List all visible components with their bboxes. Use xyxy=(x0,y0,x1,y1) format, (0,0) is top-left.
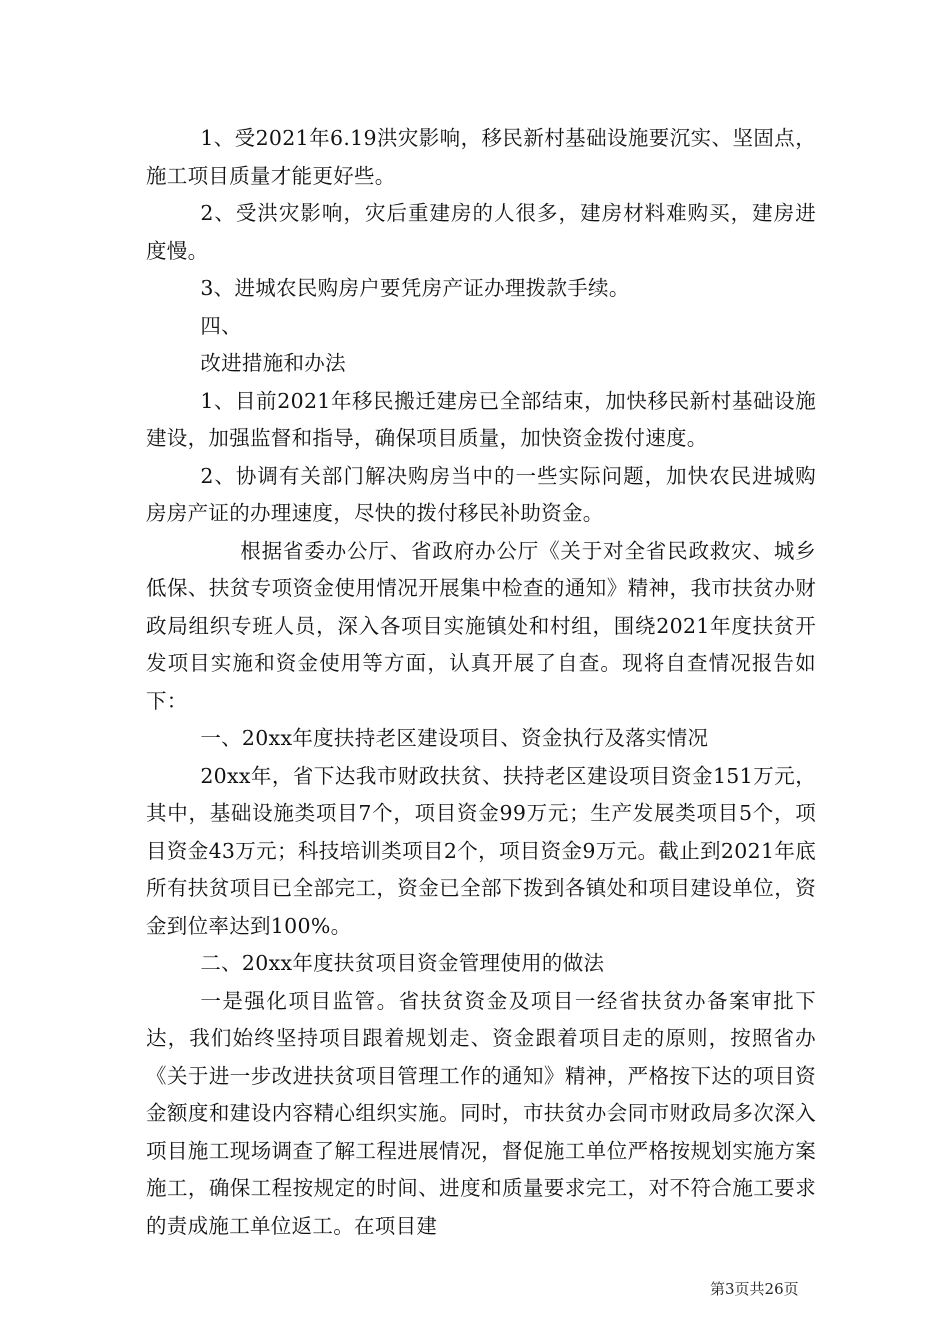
paragraph-measure-2: 2、协调有关部门解决购房当中的一些实际问题，加快农民进城购房房产证的办理速度，尽快的拨付移民补助资金。 xyxy=(146,463,816,525)
section-heading-4: 四、 xyxy=(200,313,242,338)
section-heading-1: 一、20xx年度扶持老区建设项目、资金执行及落实情况 xyxy=(200,726,709,750)
paragraph-funds: 20xx年，省下达我市财政扶贫、扶持老区建设项目资金151万元，其中，基础设施类项目7个，项目资金99万元；生产发展类项目5个，项目资金43万元；科技培训类项目2个，项目资金9万元。截止到2021年底所有扶贫项目已全部完工，资金已全部下拨到各镇处和项目建设单位，资金到位率达到100%。 xyxy=(146,763,816,938)
document-body xyxy=(146,120,816,1245)
page-number: 第3页共26页 xyxy=(710,1280,799,1298)
paragraph-2: 2、受洪灾影响，灾后重建房的人很多，建房材料难购买，建房进度慢。 xyxy=(146,201,816,263)
paragraph-1: 1、受2021年6.19洪灾影响，移民新村基础设施要沉实、坚固点，施工项目质量才能更好些。 xyxy=(146,126,816,188)
paragraph-supervision: 一是强化项目监管。省扶贫资金及项目一经省扶贫办备案审批下达，我们始终坚持项目跟着规划走、资金跟着项目走的原则，按照省办《关于进一步改进扶贫项目管理工作的通知》精神，严格按下达的项目资金额度和建设内容精心组织实施。同时，市扶贫办会同市财政局多次深入项目施工现场调查了解工程进展情况，督促施工单位严格按规划实施方案施工，确保工程按规定的时间、进度和质量要求完工，对不符合施工要求的责成施工单位返工。在项目建 xyxy=(146,988,816,1238)
paragraph-measure-1: 1、目前2021年移民搬迁建房已全部结束，加快移民新村基础设施建设，加强监督和指导，确保项目质量，加快资金拨付速度。 xyxy=(146,388,816,450)
paragraph-report-intro: 根据省委办公厅、省政府办公厅《关于对全省民政救灾、城乡低保、扶贫专项资金使用情况开展集中检查的通知》精神，我市扶贫办财政局组织专班人员，深入各项目实施镇处和村组，围绕2021年度扶贫开发项目实施和资金使用等方面，认真开展了自查。现将自查情况报告如下： xyxy=(146,538,816,713)
section-heading-2: 二、20xx年度扶贫项目资金管理使用的做法 xyxy=(200,951,605,975)
section-title: 改进措施和办法 xyxy=(200,351,346,375)
paragraph-3: 3、进城农民购房户要凭房产证办理拨款手续。 xyxy=(200,276,630,300)
